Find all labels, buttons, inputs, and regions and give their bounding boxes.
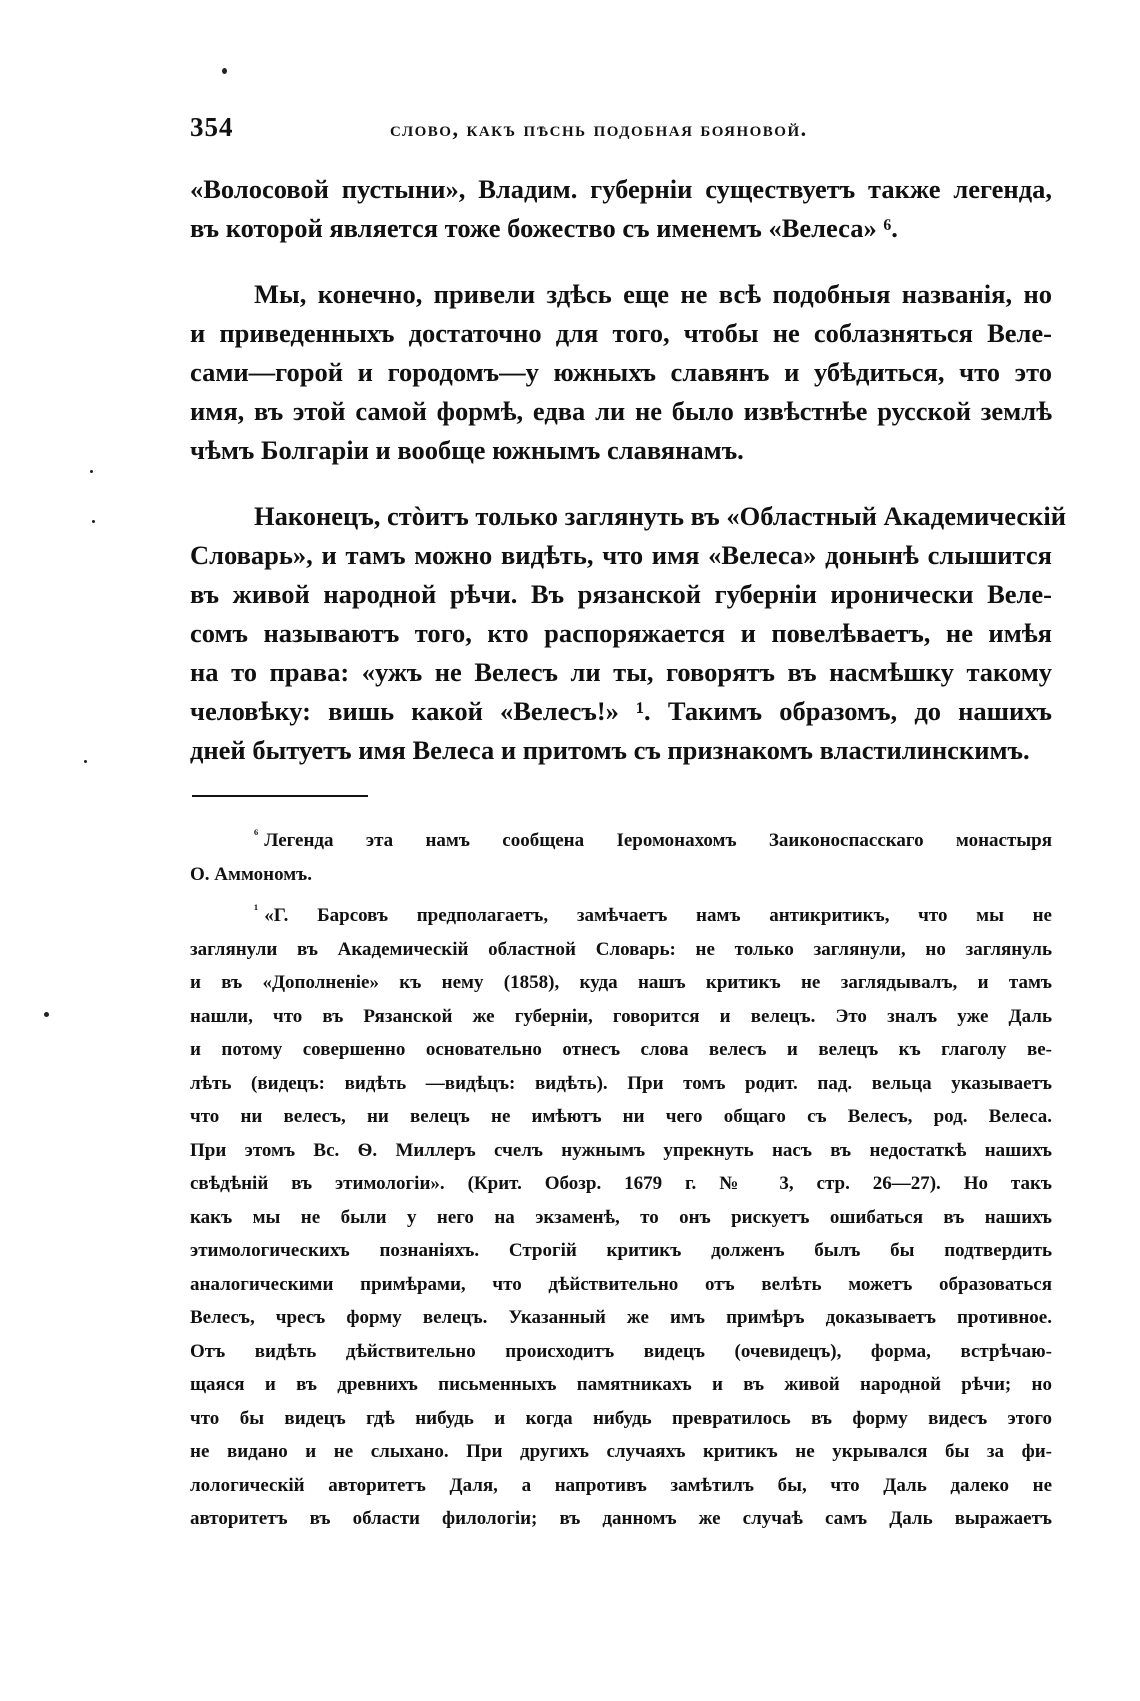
footnote-line (190, 824, 1052, 858)
footnote-line: лологическій авторитетъ Даля, а напротивъ замѣтилъ бы, что Даль далеко не (190, 1474, 1052, 1496)
footnote-line: лѣть (видецъ: видѣть —видѣцъ: видѣть). При томъ родит. пад. вельца указываетъ (190, 1072, 1052, 1094)
footnote-line: свѣдѣній въ этимологіи». (Крит. Обозр. 1679 г. № 3, стр. 26—27). Но такъ (190, 1173, 1052, 1194)
text-line: «Волосовой пустыни», Владим. губерніи существуетъ также легенда, (190, 174, 1052, 204)
footnote-line: этимологическихъ познаніяхъ. Строгій критикъ долженъ былъ бы подтвердить (190, 1240, 1052, 1261)
text-line: человѣку: вишь какой «Велесъ!» ¹. Такимъ образомъ, до нашихъ (190, 696, 1052, 726)
footnote (190, 899, 1052, 1536)
footnote-line: какъ мы не были у него на экзаменѣ, то онъ рискуетъ ошибаться въ нашихъ (190, 1206, 1052, 1228)
footnote-line: не видано и не слыхано. При другихъ случаяхъ критикъ не укрывался бы за фи- (190, 1441, 1052, 1462)
text-line: Мы, конечно, привели здѣсь еще не всѣ подобныя названія, но (254, 279, 1052, 309)
footnote-line: аналогическими примѣрами, что дѣйствительно отъ велѣть можетъ образоваться (190, 1273, 1052, 1295)
footnote-line: Отъ видѣть дѣйствительно происходитъ видецъ (очевидецъ), форма, встрѣчаю- (190, 1340, 1052, 1362)
text-line: Наконецъ, стòитъ только заглянуть въ «Областный Академическій (254, 501, 1066, 531)
text-line: Словарь», и тамъ можно видѣть, что имя «Велеса» донынѣ слышится (190, 540, 1052, 570)
footnote-text: «Г. Барсовъ предполагаетъ, замѣчаетъ намъ антикритикъ, что мы не (264, 905, 1052, 926)
footnote-line: нашли, что въ Рязанской же губерніи, говорится и велецъ. Это зналъ уже Даль (190, 1005, 1052, 1027)
text-line: сомъ называютъ того, кто распоряжается и повелѣваетъ, не имѣя (190, 618, 1052, 648)
scan-speck (222, 68, 227, 74)
paragraph (190, 170, 1052, 248)
running-head: слово, какъ пѣснь подобная бояновой. (390, 116, 808, 141)
footnote-line: Велесъ, чресъ форму велецъ. Указанный же имъ примѣръ доказываетъ противное. (190, 1307, 1052, 1328)
paragraph (190, 497, 1066, 770)
footnote (190, 824, 1052, 891)
text-line: имя, въ этой самой формѣ, едва ли не было извѣстнѣе русской землѣ (190, 396, 1052, 426)
footnote-divider (192, 795, 368, 797)
footnotes (190, 824, 1052, 1536)
scan-speck (92, 520, 95, 523)
text-line: дней бытуетъ имя Велеса и притомъ съ признакомъ властилинскимъ. (190, 735, 1030, 765)
main-text (190, 170, 1066, 770)
footnote-text: Легенда эта намъ сообщена Іеромонахомъ Заиконоспасскаго монастыря (264, 830, 1052, 851)
scan-speck (90, 470, 93, 473)
footnote-line: При этомъ Вс. Ѳ. Миллеръ счелъ нужнымъ упрекнуть насъ въ недостаткѣ нашихъ (190, 1139, 1052, 1161)
footnote-line: и въ «Дополненіе» къ нему (1858), куда нашъ критикъ не заглядывалъ, и тамъ (190, 972, 1052, 993)
footnote-line: авторитетъ въ области филологіи; въ данномъ же случаѣ самъ Даль выражаетъ (190, 1508, 1052, 1529)
footnote-line: щаяся и въ древнихъ письменныхъ памятникахъ и въ живой народной рѣчи; но (190, 1374, 1052, 1395)
paragraph (190, 275, 1052, 470)
footnote-line: и потому совершенно основательно отнесъ слова велесъ и велецъ къ глаголу ве- (190, 1039, 1052, 1060)
text-line: сами—горой и городомъ—у южныхъ славянъ и убѣдиться, что это (190, 357, 1052, 387)
page-header (190, 112, 1050, 152)
footnote-marker: ¹ (254, 902, 259, 918)
scan-speck (84, 760, 87, 763)
text-line: въ живой народной рѣчи. Въ рязанской губерніи иронически Веле- (190, 579, 1052, 609)
footnote-line: что ни велесъ, ни велецъ не имѣютъ ни чего общаго съ Велесъ, род. Велеса. (190, 1106, 1052, 1127)
footnote-line: О. Аммономъ. (190, 863, 312, 885)
text-line: чѣмъ Болгаріи и вообще южнымъ славянамъ. (190, 435, 744, 465)
footnote-line: что бы видецъ гдѣ нибудь и когда нибудь превратилось въ форму видесъ этого (190, 1407, 1052, 1429)
footnote-line: заглянули въ Академическій областной Словарь: не только заглянули, но заглянуль (190, 938, 1052, 960)
footnote-marker: ⁶ (254, 827, 259, 843)
scan-speck (44, 1012, 49, 1017)
footnote-line (190, 899, 1052, 933)
text-line: на то права: «ужъ не Велесъ ли ты, говорятъ въ насмѣшку такому (190, 657, 1052, 687)
text-line: въ которой является тоже божество съ именемъ «Велеса» ⁶. (190, 213, 898, 243)
text-line: и приведенныхъ достаточно для того, чтобы не соблазняться Веле- (190, 318, 1052, 348)
page-number: 354 (190, 112, 234, 142)
